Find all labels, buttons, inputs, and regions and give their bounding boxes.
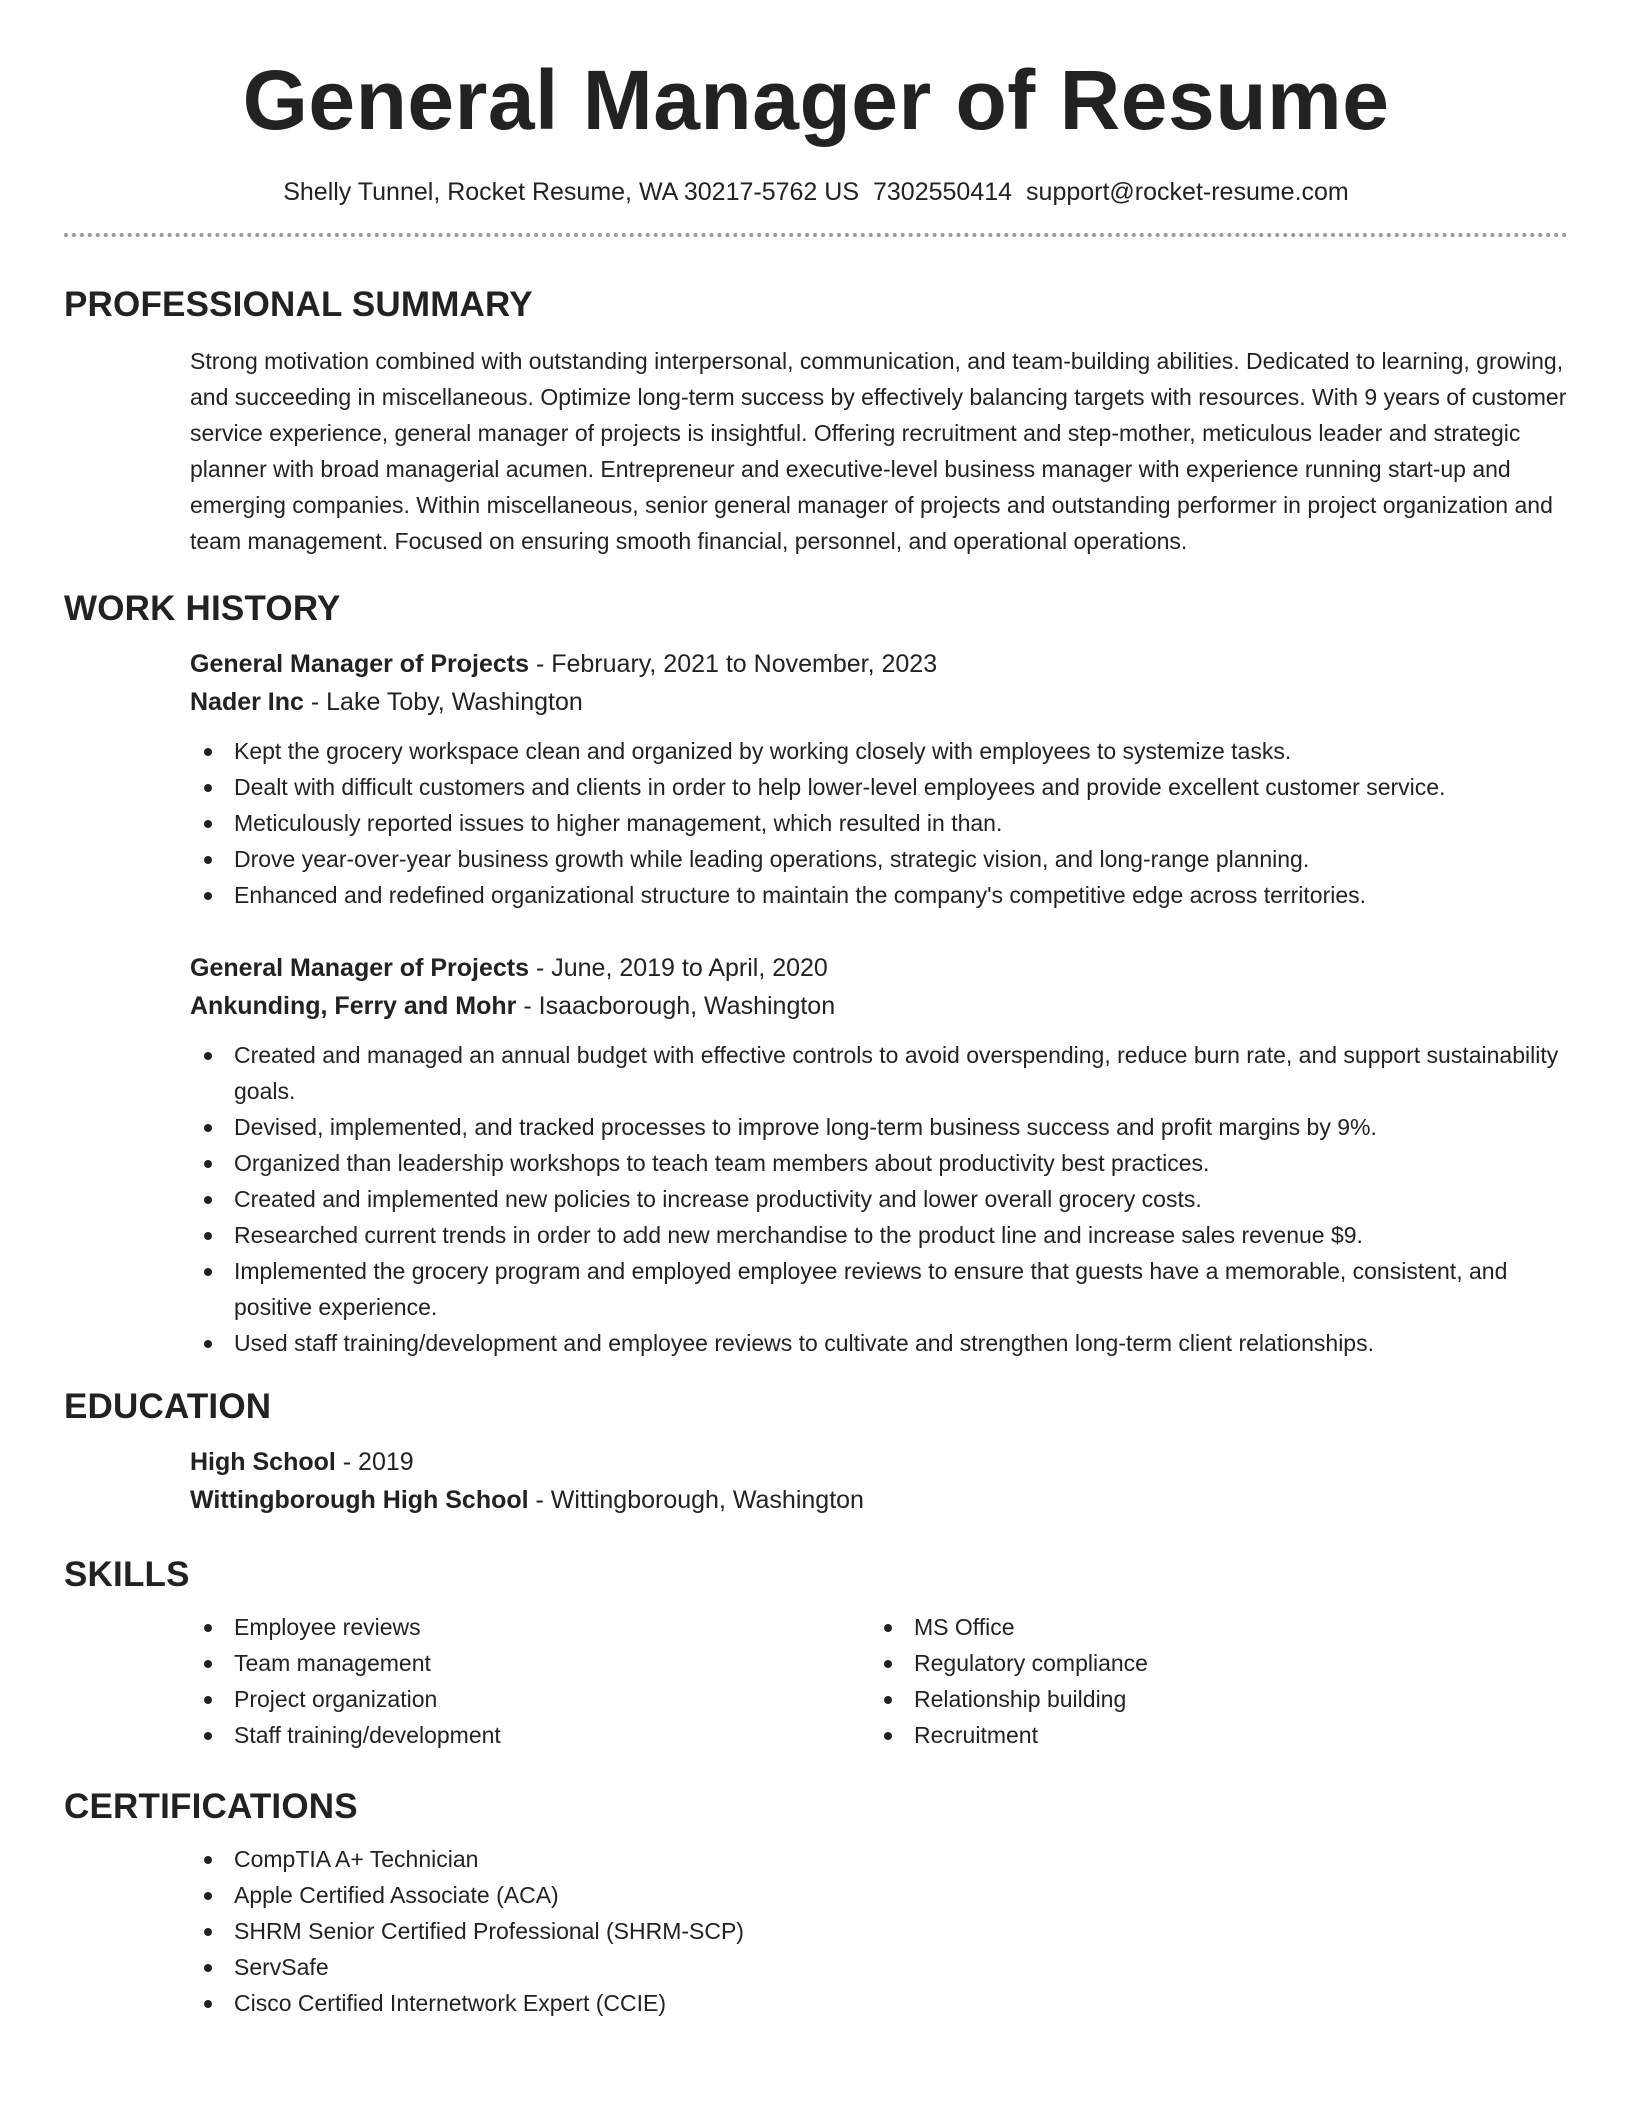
education-heading: EDUCATION xyxy=(64,1387,272,1426)
contact-line xyxy=(64,178,1568,207)
education-year: - 2019 xyxy=(335,1448,414,1476)
summary-text: Strong motivation combined with outstanding interpersonal, communication, and team-building abilities. Dedicated to learning, growing, and succeeding in miscellaneous. Optimize long-term success by effectively balancing targets with resources. With 9 years of customer service experience, general manager of projects is insightful. Offering recruitment and step-mother, meticulous leader and strategic planner with broad managerial acumen. Entrepreneur and executive-level business manager with experience running start-up and emerging companies. Within miscellaneous, senior general manager of projects and outstanding performer in project organization and team management. Focused on ensuring smooth financial, personnel, and operational operations. xyxy=(190,348,1567,554)
header-divider xyxy=(64,233,1568,237)
job-role-line xyxy=(190,949,1568,987)
job-location: - Lake Toby, Washington xyxy=(303,688,583,716)
resume-title: General Manager of Resume xyxy=(242,53,1390,147)
skills-heading: SKILLS xyxy=(64,1555,190,1594)
job-entry xyxy=(190,949,1568,1361)
list-item: Dealt with difficult customers and clients in order to help lower-level employees and provide excellent customer service. xyxy=(190,769,1568,805)
education-location: - Wittingborough, Washington xyxy=(528,1486,864,1514)
work-history-section xyxy=(64,589,1568,1361)
education-degree: High School xyxy=(190,1448,336,1476)
job-company-line xyxy=(190,683,1568,721)
list-item: MS Office xyxy=(870,1609,1550,1645)
job-bullets xyxy=(190,1037,1568,1361)
job-role: General Manager of Projects xyxy=(190,954,530,982)
job-company-line xyxy=(190,987,1568,1025)
job-company: Nader Inc xyxy=(190,688,304,716)
list-item: Organized than leadership workshops to teach team members about productivity best practices. xyxy=(190,1145,1568,1181)
list-item: Team management xyxy=(190,1645,870,1681)
list-item: Recruitment xyxy=(870,1717,1550,1753)
list-item: Cisco Certified Internetwork Expert (CCIE) xyxy=(190,1985,1568,2021)
education-section xyxy=(64,1387,1568,1519)
list-item: Used staff training/development and employee reviews to cultivate and strengthen long-term client relationships. xyxy=(190,1325,1568,1361)
list-item: Implemented the grocery program and employed employee reviews to ensure that guests have a memorable, consistent, and positive experience. xyxy=(190,1253,1568,1325)
summary-heading: PROFESSIONAL SUMMARY xyxy=(64,285,533,324)
list-item: Apple Certified Associate (ACA) xyxy=(190,1877,1568,1913)
job-company: Ankunding, Ferry and Mohr xyxy=(190,992,517,1020)
work-history-heading: WORK HISTORY xyxy=(64,589,341,628)
job-role: General Manager of Projects xyxy=(190,650,530,678)
job-entry xyxy=(190,645,1568,913)
education-school: Wittingborough High School xyxy=(190,1486,529,1514)
skills-column-left xyxy=(190,1609,870,1753)
job-dates: - February, 2021 to November, 2023 xyxy=(529,650,938,678)
list-item: ServSafe xyxy=(190,1949,1568,1985)
list-item: Regulatory compliance xyxy=(870,1645,1550,1681)
certifications-section xyxy=(64,1787,1568,2021)
certifications-heading: CERTIFICATIONS xyxy=(64,1787,358,1826)
list-item: Created and implemented new policies to increase productivity and lower overall grocery costs. xyxy=(190,1181,1568,1217)
list-item: Created and managed an annual budget with effective controls to avoid overspending, reduce burn rate, and support sustainability goals. xyxy=(190,1037,1568,1109)
skills-section xyxy=(64,1555,1568,1753)
list-item: Researched current trends in order to add new merchandise to the product line and increase sales revenue $9. xyxy=(190,1217,1568,1253)
education-degree-line xyxy=(190,1443,1568,1481)
list-item: Staff training/development xyxy=(190,1717,870,1753)
list-item: Meticulously reported issues to higher management, which resulted in than. xyxy=(190,805,1568,841)
contact-phone: 7302550414 xyxy=(873,178,1013,206)
list-item: Devised, implemented, and tracked processes to improve long-term business success and profit margins by 9%. xyxy=(190,1109,1568,1145)
education-school-line xyxy=(190,1481,1568,1519)
skills-grid xyxy=(190,1609,1568,1753)
job-location: - Isaacborough, Washington xyxy=(516,992,836,1020)
summary-section xyxy=(64,285,1568,559)
skills-column-right xyxy=(870,1609,1550,1753)
job-bullets xyxy=(190,733,1568,913)
skills-list-right xyxy=(870,1609,1550,1753)
list-item: Kept the grocery workspace clean and organized by working closely with employees to systemize tasks. xyxy=(190,733,1568,769)
list-item: Project organization xyxy=(190,1681,870,1717)
certifications-list xyxy=(190,1841,1568,2021)
job-dates: - June, 2019 to April, 2020 xyxy=(529,954,828,982)
list-item: SHRM Senior Certified Professional (SHRM-SCP) xyxy=(190,1913,1568,1949)
list-item: Enhanced and redefined organizational structure to maintain the company's competitive edge across territories. xyxy=(190,877,1568,913)
contact-email: support@rocket-resume.com xyxy=(1026,178,1349,206)
list-item: Relationship building xyxy=(870,1681,1550,1717)
job-role-line xyxy=(190,645,1568,683)
list-item: CompTIA A+ Technician xyxy=(190,1841,1568,1877)
contact-address: Shelly Tunnel, Rocket Resume, WA 30217-5762 US xyxy=(283,178,859,206)
skills-list-left xyxy=(190,1609,870,1753)
list-item: Employee reviews xyxy=(190,1609,870,1645)
list-item: Drove year-over-year business growth while leading operations, strategic vision, and long-range planning. xyxy=(190,841,1568,877)
